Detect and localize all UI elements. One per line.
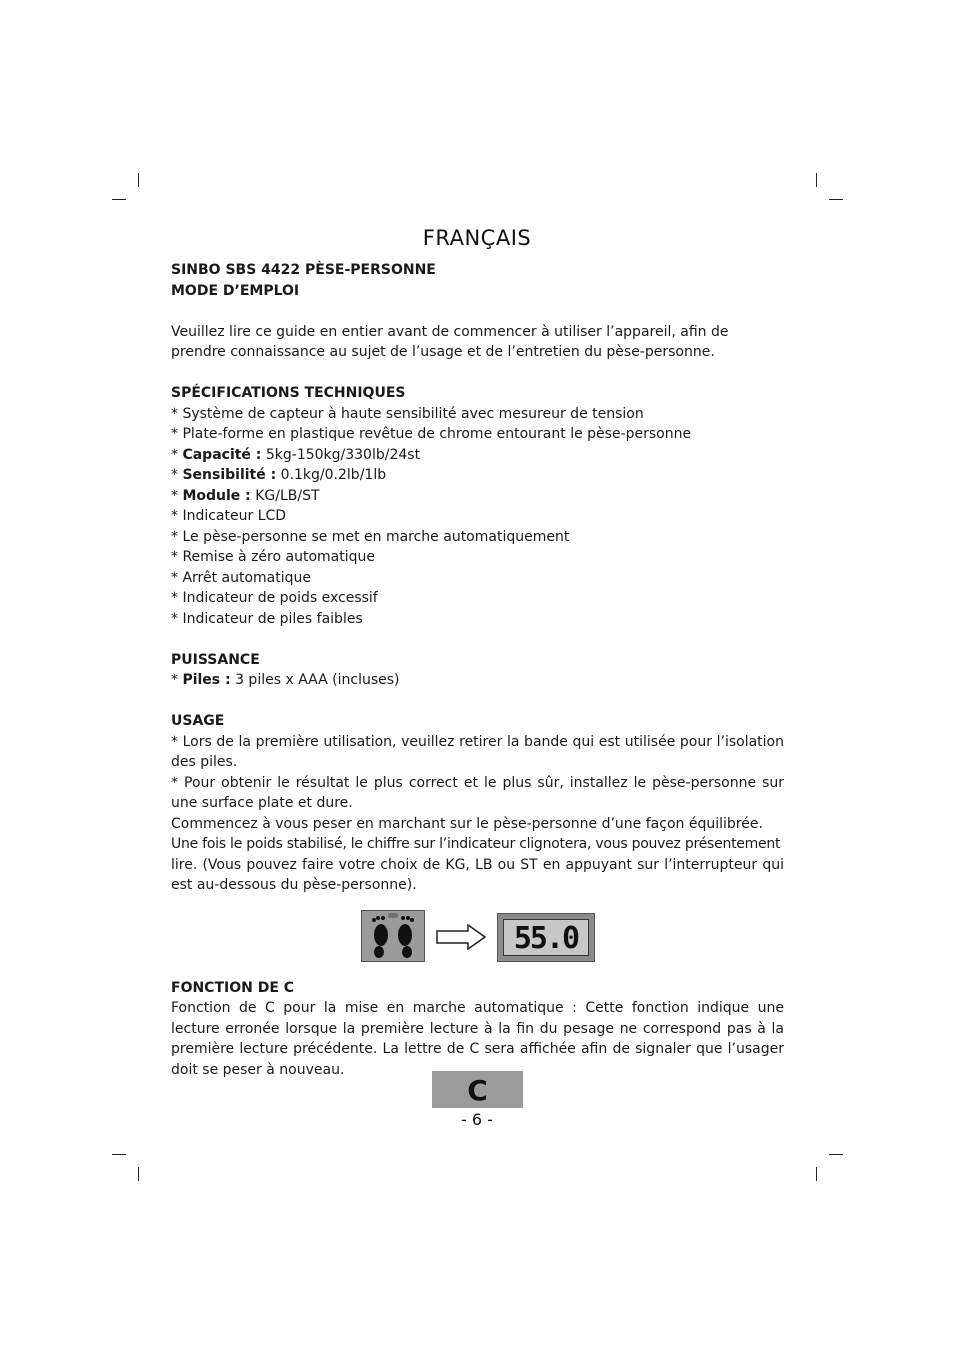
lcd-display: [497, 913, 595, 962]
spec-value: 5kg-150kg/330lb/24st: [265, 446, 421, 463]
c-function-text: Fonction de C pour la mise en marche automatique : Cette fonction indique une lecture erronée lorsque la première lecture à la fin du pesage ne correspond pas à la première lecture précédente. La lettre de C sera affichée afin de signaler que l’usager doit se peser à nouveau.: [171, 1000, 784, 1078]
spec-text: Indicateur LCD: [182, 508, 287, 524]
usage-bullet: * Lors de la première utilisation, veuillez retirer la bande qui est utilisée pour l’isolation des piles.: [171, 733, 784, 770]
usage-paragraph: Une fois le poids stabilisé, le chiffre sur l’indicateur clignotera, vous pouvez présentement: [171, 836, 781, 852]
spec-label: Sensibilité :: [182, 467, 277, 483]
spec-text: Remise à zéro automatique: [182, 549, 375, 565]
power-value: 3 piles x AAA (incluses): [235, 672, 400, 688]
page-number: - 6 -: [461, 1110, 493, 1129]
power-label: Piles :: [182, 672, 231, 688]
spec-item: * Sensibilité : 0.1kg/0.2lb/1lb: [171, 467, 387, 483]
specs-heading: SPÉCIFICATIONS TECHNIQUES: [171, 385, 406, 401]
spec-text: Le pèse-personne se met en marche automatiquement: [182, 528, 570, 545]
spec-value: KG/LB/ST: [255, 487, 320, 504]
spec-item: * Capacité : 5kg-150kg/330lb/24st: [171, 446, 421, 463]
scale-footprints-icon: [361, 910, 425, 962]
spec-value: 0.1kg/0.2lb/1lb: [280, 467, 387, 483]
crop-mark: [138, 1167, 139, 1181]
spec-label: Module :: [182, 487, 251, 504]
usage-illustration: [361, 910, 597, 964]
spec-text: Indicateur de piles faibles: [182, 610, 363, 627]
spec-item: * Indicateur LCD: [171, 508, 287, 524]
spec-item: * Système de capteur à haute sensibilité avec mesureur de tension: [171, 405, 644, 422]
product-title: SINBO SBS 4422 PÈSE-PERSONNE: [171, 262, 436, 278]
crop-mark: [138, 173, 139, 187]
crop-mark: [816, 1167, 817, 1181]
usage-paragraph: lire. (Vous pouvez faire votre choix de KG, LB ou ST en appuyant sur l’interrupteur qui est au-dessous du pèse-personne).: [171, 856, 784, 893]
spec-text: Arrêt automatique: [182, 569, 312, 586]
page-title: FRANÇAIS: [422, 226, 532, 250]
crop-mark: [816, 173, 817, 187]
spec-item: * Le pèse-personne se met en marche automatiquement: [171, 528, 570, 545]
usage-text: Lors de la première utilisation, veuillez retirer la bande qui est utilisée pour l’isolation des piles.: [171, 733, 784, 770]
spec-item: * Arrêt automatique: [171, 569, 312, 586]
spec-text: Système de capteur à haute sensibilité avec mesureur de tension: [182, 405, 644, 422]
crop-mark: [112, 1154, 126, 1155]
manual-title: MODE D’EMPLOI: [171, 282, 300, 299]
spec-item: * Indicateur de piles faibles: [171, 610, 363, 627]
arrow-right-icon: [436, 924, 486, 950]
crop-mark: [829, 199, 843, 200]
crop-mark: [112, 199, 126, 200]
spec-text: Plate-forme en plastique revêtue de chrome entourant le pèse-personne: [182, 426, 692, 442]
usage-text: Pour obtenir le résultat le plus correct et le plus sûr, installez le pèse-personne sur une surface plate et dure.: [171, 774, 784, 811]
spec-item: * Remise à zéro automatique: [171, 549, 375, 565]
crop-mark: [829, 1154, 843, 1155]
spec-label: Capacité :: [182, 446, 262, 463]
spec-item: * Plate-forme en plastique revêtue de chrome entourant le pèse-personne: [171, 426, 692, 442]
intro-paragraph: Veuillez lire ce guide en entier avant de commencer à utiliser l’appareil, afin de prendre connaissance au sujet de l’usage et de l’entretien du pèse-personne.: [171, 323, 729, 360]
usage-paragraph: Commencez à vous peser en marchant sur le pèse-personne d’une façon équilibrée.: [171, 815, 763, 832]
power-item: * Piles : 3 piles x AAA (incluses): [171, 672, 400, 688]
spec-item: * Module : KG/LB/ST: [171, 487, 320, 504]
power-heading: PUISSANCE: [171, 651, 260, 668]
spec-text: Indicateur de poids excessif: [182, 590, 378, 606]
c-display: C: [432, 1071, 523, 1108]
lcd-reading: 55.0: [503, 919, 589, 956]
c-function-heading: FONCTION DE C: [171, 979, 295, 996]
usage-heading: USAGE: [171, 713, 225, 729]
spec-item: * Indicateur de poids excessif: [171, 590, 378, 606]
usage-bullet: * Pour obtenir le résultat le plus correct et le plus sûr, installez le pèse-personne sur une surface plate et dure.: [171, 774, 784, 811]
